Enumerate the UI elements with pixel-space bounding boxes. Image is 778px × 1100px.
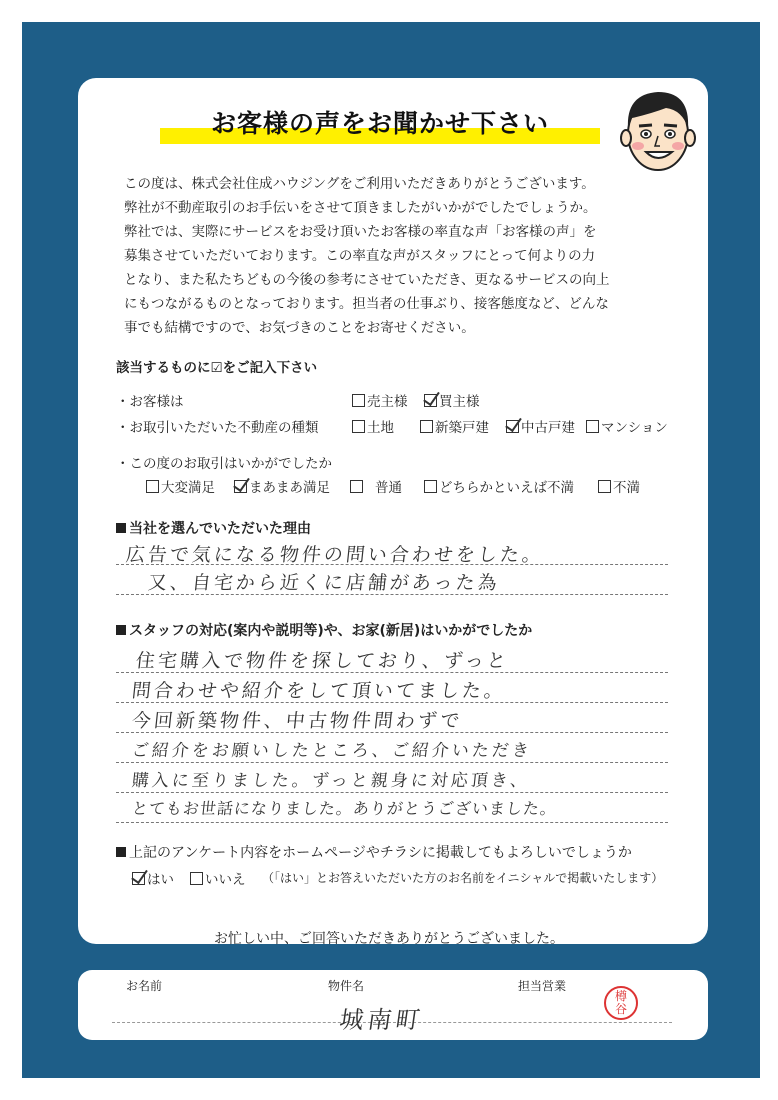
staff-label: 担当営業 (518, 979, 567, 993)
answer-rule (116, 822, 668, 823)
staff-seal-stamp: 樽 谷 (604, 986, 638, 1020)
answer-rule (116, 792, 668, 793)
consent-heading: 上記のアンケート内容をホームページやチラシに掲載してもよろしいでしょうか (116, 842, 632, 862)
square-bullet-icon (116, 523, 126, 533)
checkbox-checked[interactable] (506, 420, 519, 433)
option-new-house[interactable]: 新築戸建 (420, 416, 489, 436)
checkbox[interactable] (352, 394, 365, 407)
checkbox-checked[interactable] (132, 872, 145, 885)
staff-answer-line: とてもお世話になりました。ありがとうございました。 (130, 799, 558, 818)
property-type-label: ・お取引いただいた不動産の種類 (116, 420, 319, 436)
closing-message: お忙しい中、ご回答いただきありがとうございました。 (214, 931, 564, 947)
answer-rule (116, 594, 668, 595)
checkbox[interactable] (586, 420, 599, 433)
page-title: お客様の声をお聞かせ下さい (210, 109, 549, 138)
reason-answer-line: 広告で気になる物件の問い合わせをした。 (124, 544, 546, 566)
option-normal[interactable]: 普通 (350, 476, 402, 496)
option-mansion[interactable]: マンション (586, 416, 668, 436)
staff-answer-line: 今回新築物件、中古物件問わずで (130, 710, 464, 732)
option-somewhat-dissatisfied[interactable]: どちらかといえば不満 (424, 476, 574, 496)
checkbox[interactable] (424, 480, 437, 493)
checkbox[interactable] (352, 420, 365, 433)
title-area (160, 104, 600, 148)
checkbox[interactable] (190, 872, 203, 885)
option-somewhat-satisfied[interactable]: まあまあ満足 (234, 476, 330, 496)
option-buyer[interactable]: 買主様 (424, 390, 480, 410)
checkbox-checked[interactable] (234, 480, 247, 493)
intro-line: 弊社が不動産取引のお手伝いをさせて頂きましたがいかがでしたでしょうか。 (124, 200, 597, 216)
customer-type-label: ・お客様は (116, 394, 184, 410)
checkbox[interactable] (350, 480, 363, 493)
square-bullet-icon (116, 847, 126, 857)
consent-yes[interactable]: はい (132, 868, 174, 888)
square-bullet-icon (116, 625, 126, 635)
answer-rule (116, 564, 668, 565)
staff-heading: スタッフの対応(案内や説明等)や、お家(新居)はいかがでしたか (116, 620, 532, 640)
intro-text (124, 172, 684, 340)
option-dissatisfied[interactable]: 不満 (598, 476, 640, 496)
answer-rule (116, 732, 668, 733)
satisfaction-label: ・この度のお取引はいかがでしたか (116, 456, 332, 472)
staff-answer-line: ご紹介をお願いしたところ、ご紹介いただき (130, 741, 533, 761)
checkbox-checked[interactable] (424, 394, 437, 407)
checkbox[interactable] (420, 420, 433, 433)
checkbox[interactable] (598, 480, 611, 493)
staff-answer-line: 住宅購入で物件を探しており、ずっと (134, 650, 510, 672)
option-used-house[interactable]: 中古戸建 (506, 416, 575, 436)
survey-instruction: 該当するものに☑をご記入下さい (116, 360, 318, 376)
consent-note: （「はい」とお答えいただいた方のお名前をイニシャルで掲載いたします） (262, 871, 664, 885)
answer-rule (116, 762, 668, 763)
intro-line: 募集させていただいております。この率直な声がスタッフにとって何よりの力 (124, 248, 596, 264)
intro-line: この度は、株式会社住成ハウジングをご利用いただきありがとうございます。 (124, 176, 595, 192)
reason-answer-line: 又、自宅から近くに店舗があった為 (146, 572, 501, 594)
staff-answer-line: 問合わせや紹介をして頂いてました。 (130, 680, 508, 702)
intro-line: にもつながるものとなっております。担当者の仕事ぶり、接客態度など、どんな (124, 296, 609, 312)
option-very-satisfied[interactable]: 大変満足 (146, 476, 215, 496)
property-name-value: 城南町 (337, 1006, 426, 1034)
property-label: 物件名 (328, 979, 365, 993)
intro-line: 事でも結構ですので、お気づきのことをお寄せください。 (124, 320, 475, 336)
intro-line: となり、また私たちどもの今後の参考にさせていただき、更なるサービスの向上 (124, 272, 610, 288)
consent-no[interactable]: いいえ (190, 868, 246, 888)
checkbox[interactable] (146, 480, 159, 493)
name-label: お名前 (126, 979, 163, 993)
intro-line: 弊社では、実際にサービスをお受け頂いたお客様の率直な声「お客様の声」を (124, 224, 597, 240)
option-land[interactable]: 土地 (352, 416, 394, 436)
option-seller[interactable]: 売主様 (352, 390, 408, 410)
answer-rule (116, 672, 668, 673)
reason-heading: 当社を選んでいただいた理由 (116, 518, 311, 538)
staff-face-illustration (620, 84, 696, 174)
answer-rule (116, 702, 668, 703)
staff-answer-line: 購入に至りました。ずっと親身に対応頂き、 (130, 771, 532, 791)
